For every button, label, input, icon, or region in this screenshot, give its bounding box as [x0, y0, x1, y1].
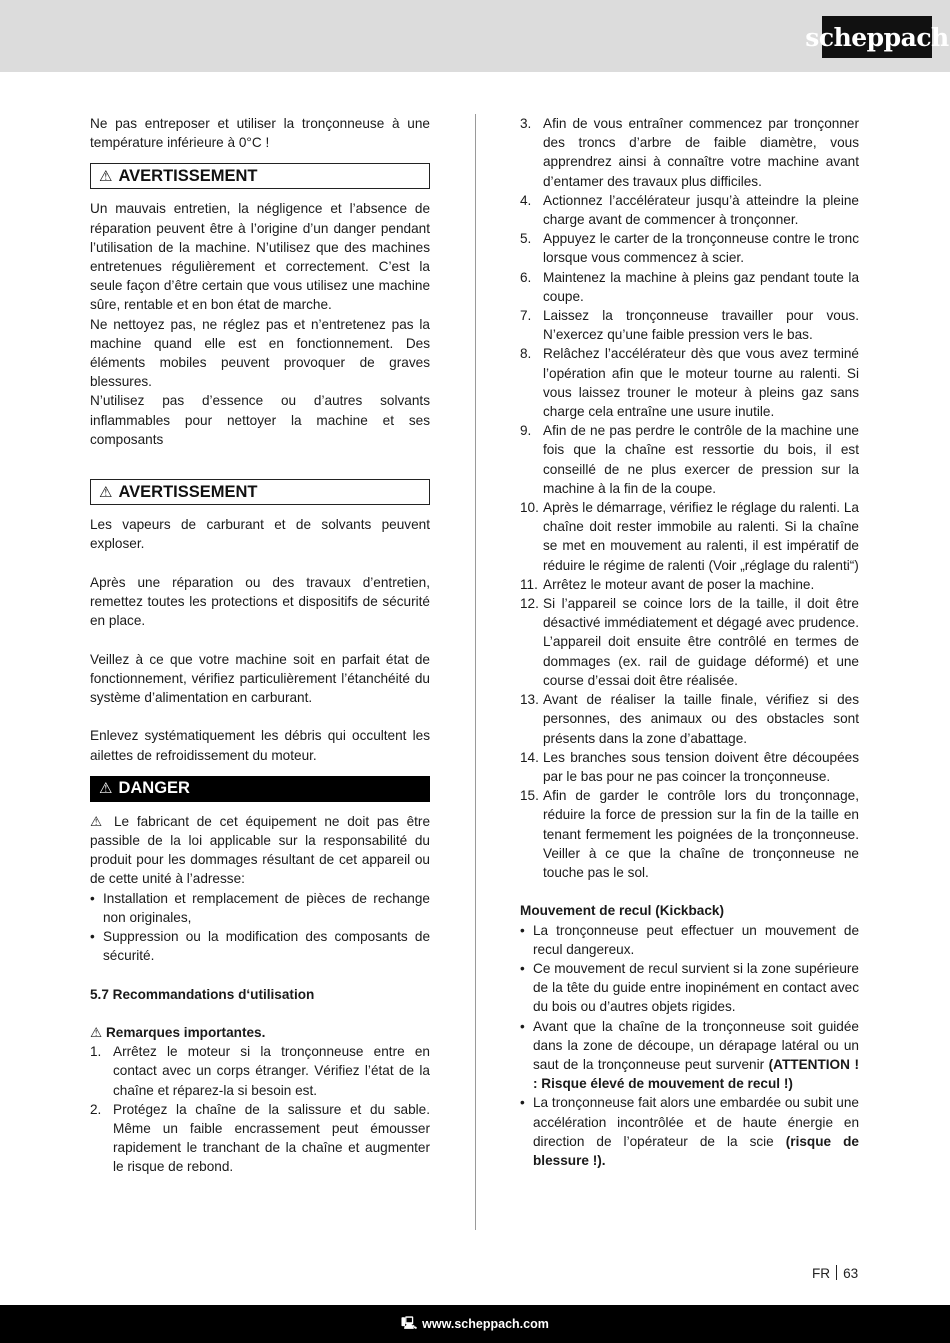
list-item: • Installation et remplacement de pièces de rechange non originales,	[90, 889, 430, 927]
list-item: 5. Appuyez le carter de la tronçonneuse contre le tronc lorsque vous commencez à scier.	[520, 231, 859, 266]
danger-title: DANGER	[118, 779, 190, 798]
page-index: 63	[843, 1266, 859, 1281]
website-link[interactable]: www.scheppach.com	[422, 1317, 549, 1331]
list-item: 2. Protégez la chaîne de la salissure et du sable. Même un faible encrassement peut émousser rapidement le tranchant de la chaîne et augmenter le risque de rebond.	[90, 1101, 430, 1175]
list-item: 10. Après le démarrage, vérifiez le réglage du ralenti. La chaîne doit rester immobile au ralenti. Si la chaîne se met en mouvement au ralenti, il est impératif de réduire le régime de ralenti (Voir „réglage du ralenti“)	[520, 500, 859, 573]
warning-icon: ⚠	[99, 780, 113, 798]
brand-logo: scheppach	[822, 16, 932, 58]
paragraph: Veillez à ce que votre machine soit en parfait état de fonctionnement, vérifiez particulièrement l’étanchéité du système d’alimentation en carburant.	[90, 651, 430, 706]
paragraph: Un mauvais entretien, la négligence et l’absence de réparation peuvent être à l’origine d’un danger pendant l’utilisation de la machine. N’utilisez que des machines entretenues régulièrement et correctement. C’est la seule façon d’être certain que vous utilisez une machine sûre, rentable et en bon état de marche.	[90, 201, 430, 313]
warning-icon: ⚠	[99, 167, 113, 185]
warning-box-2	[90, 479, 430, 505]
list-item: 11. Arrêtez le moteur avant de poser la machine.	[520, 576, 815, 592]
list-item: • Suppression ou la modification des composants de sécurité.	[90, 927, 430, 965]
list-item: • Ce mouvement de recul survient si la zone supérieure de la tête du guide entre inopinément en contact avec du bois ou d’autres objets rigides.	[520, 960, 859, 1015]
list-item: 7. Laissez la tronçonneuse travailler pour vous. N’exercez qu’une faible pression vers le bas.	[520, 308, 859, 343]
list-item: 8. Relâchez l’accélérateur dès que vous avez terminé l’opération afin que le moteur tourne au ralenti. Si vous laissez trouner le moteur à pleins gaz sans charge cela entraîne une usure inutile.	[520, 346, 859, 420]
list-item: • Avant que la chaîne de la tronçonneuse soit guidée dans la zone de découpe, un dérapage latéral ou un saut de la tronçonneuse peut survenir (ATTENTION ! : Risque élevé de mouvement de recul !)	[520, 1018, 859, 1092]
paragraph: Après une réparation ou des travaux d’entretien, remettez toutes les protections et dispositifs de sécurité en place.	[90, 574, 430, 629]
list-item: 1. Arrêtez le moteur si la tronçonneuse entre en contact avec un corps étranger. Vérifiez l’état de la chaîne et réparez-la si besoin est.	[90, 1044, 430, 1098]
warning-box-1	[90, 163, 430, 189]
list-item: 15. Afin de garder le contrôle lors du tronçonnage, réduire la force de pression sur la fin de la taille en tenant fermement les poignées de la tronçonneuse. Veiller à ce que la chaîne de tronçonneuse ne touche pas le sol.	[520, 788, 859, 880]
footer-bar	[0, 1305, 950, 1343]
warning-icon: ⚠	[90, 1025, 103, 1041]
list-item: 14. Les branches sous tension doivent être découpées par le bas pour ne pas coincer la tronçonneuse.	[520, 749, 859, 784]
kickback-title: Mouvement de recul (Kickback)	[520, 903, 724, 919]
paragraph: Enlevez systématiquement les débris qui occultent les ailettes de refroidissement du moteur.	[90, 728, 430, 763]
column-divider	[475, 114, 476, 1230]
right-column	[520, 114, 859, 1170]
paragraph: N’utilisez pas d’essence ou d’autres solvants inflammables pour nettoyer la machine et ses composants	[90, 393, 430, 447]
intro-paragraph: Ne pas entreposer et utiliser la tronçonneuse à une température inférieure à 0°C !	[90, 116, 430, 151]
list-item: 9. Afin de ne pas perdre le contrôle de la machine une fois que la chaîne est ressortie du bois, il est conseillé de ne plus exercer de pression sur la machine à la fin de la coupe.	[520, 423, 859, 496]
left-column	[90, 114, 430, 1177]
remarks-title: Remarques importantes.	[105, 1025, 266, 1041]
list-item: • La tronçonneuse fait alors une embardée ou subit une accélération incontrôlée et de haute énergie en direction de l’opérateur de la scie (risque de blessure !).	[520, 1095, 859, 1168]
list-item: • La tronçonneuse peut effectuer un mouvement de recul dangereux.	[520, 922, 859, 957]
list-item: 12. Si l’appareil se coince lors de la taille, il doit être désactivé immédiatement et dégagé avec prudence. L’appareil doit ensuite être contrôlé en termes de dommages (ex. rail de guidage déformé) et une course d’essai doit être réalisée.	[520, 596, 859, 688]
paragraph: Les vapeurs de carburant et de solvants peuvent exploser.	[90, 517, 430, 552]
list-item: 4. Actionnez l’accélérateur jusqu’à atteindre la pleine charge avant de commencer à tronçonner.	[520, 192, 859, 228]
warning-icon: ⚠	[90, 813, 107, 829]
list-item-text: Suppression ou la modification des composants de sécurité.	[103, 929, 430, 964]
list-item: 13. Avant de réaliser la taille finale, vérifiez si des personnes, des animaux ou des obstacles sont présents dans la zone d’abattage.	[520, 692, 859, 746]
language-code: FR	[812, 1266, 831, 1281]
paragraph: Ne nettoyez pas, ne réglez pas et n’entretenez pas la machine quand elle est en fonctionnement. Des éléments mobiles peuvent provoquer de graves blessures.	[90, 316, 430, 390]
list-item: 3. Afin de vous entraîner commencez par tronçonner des troncs d’arbre de faible diamètre, vous apprendrez ainsi à connaître votre machine avant d’entamer des travaux plus difficiles.	[520, 116, 859, 189]
remarks-heading	[90, 1023, 430, 1042]
warning-title: AVERTISSEMENT	[118, 166, 258, 185]
section-title: 5.7 Recommandations d‘utilisation	[90, 986, 315, 1002]
danger-paragraph	[90, 812, 430, 889]
danger-text: Le fabricant de cet équipement ne doit pas être passible de la loi applicable sur la responsabilité du produit pour les dommages résultant de cet appareil ou de cette unité à l’adresse:	[90, 813, 431, 887]
danger-box	[90, 776, 430, 802]
list-item: 6. Maintenez la machine à pleins gaz pendant toute la coupe.	[520, 269, 859, 304]
list-item-text: Installation et remplacement de pièces de rechange non originales,	[103, 890, 430, 925]
warning-icon: ⚠	[99, 483, 113, 501]
page-number	[812, 1265, 858, 1281]
warning-title: AVERTISSEMENT	[118, 482, 258, 501]
computer-icon: 🖳	[401, 1315, 418, 1330]
